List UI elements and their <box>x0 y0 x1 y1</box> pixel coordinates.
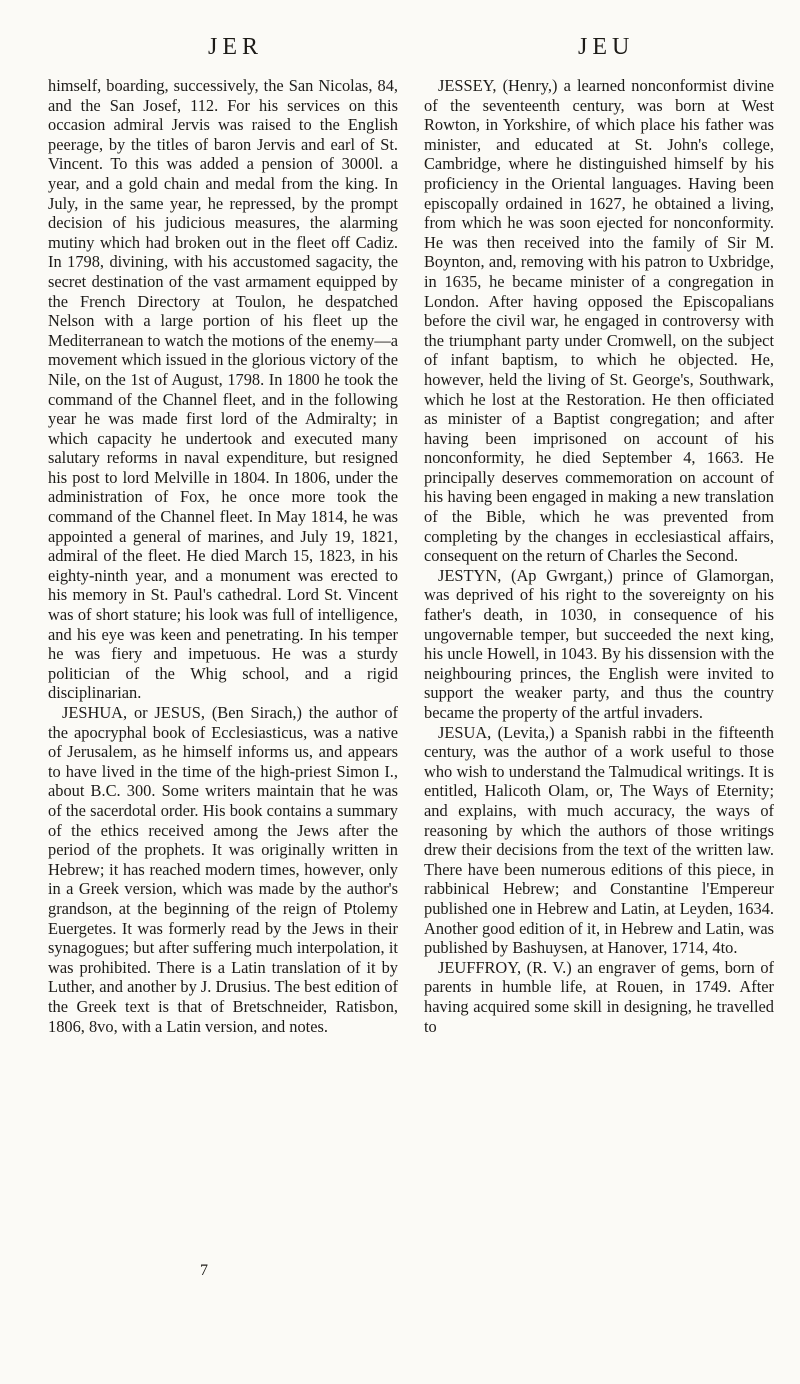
entry-jeshua: JESHUA, or JESUS, (Ben Sirach,) the author of the apocryphal book of Ecclesiasticus, was a native of Jerusalem, as he himself informs us, and appears to have lived in the time of the high-priest Simon I., about B.C. 300. Some writers maintain that he was of the sacerdotal order. His book contains a summary of the ethics received among the Jews after the period of the prophets. It was originally written in Hebrew; it has reached modern times, however, only in a Greek version, which was made by the author's grandson, at the beginning of the reign of Ptolemy Euergetes. It was formerly read by the Jews in their synagogues; but after suffering much interpolation, it was prohibited. There is a Latin translation of it by Luther, and another by J. Drusius. The best edition of the Greek text is that of Bretschneider, Ratisbon, 1806, 8vo, with a Latin version, and notes. <box>48 703 398 1036</box>
entry-jeuffroy: JEUFFROY, (R. V.) an engraver of gems, born of parents in humble life, at Rouen, in 1749. After having acquired some skill in designing, he travelled to <box>424 957 774 1036</box>
entry-jesua: JESUA, (Levita,) a Spanish rabbi in the fifteenth century, was the author of a work useful to those who wish to understand the Talmudical writings. It is entitled, Halicoth Olam, or, The Ways of Eternity; and explains, with much accuracy, the ways of reasoning by which the authors of those writings drew their decisions from the text of the written law. There have been numerous editions of this piece, in rabbinical Hebrew; and Constantine l'Empereur published one in Hebrew and Latin, at Leyden, 1634. Another good edition of it, in Hebrew and Latin, was published by Bashuysen, at Hanover, 1714, 4to. <box>424 722 774 958</box>
running-head-right: JEU <box>578 34 635 60</box>
entry-jessey: JESSEY, (Henry,) a learned nonconformist divine of the seventeenth century, was born at West Rowton, in Yorkshire, of which place his father was minister, and educated at St. John's college, Cambridge, where he distinguished himself by his proficiency in the Oriental languages. Having been episcopally ordained in 1627, he obtained a living, from which he was soon ejected for nonconformity. He was then received into the family of Sir M. Boynton, and, removing with his patron to Uxbridge, in 1635, he became minister of a congregation in London. After having opposed the Episcopalians before the civil war, he engaged in controversy with the triumphant party under Cromwell, on the subject of infant baptism, to which he objected. He, however, held the living of St. George's, Southwark, which he lost at the Restoration. He then officiated as minister of a Baptist congregation; and after having been imprisoned on account of his nonconformity, he died September 4, 1663. He principally deserves commemoration on account of his having been engaged in making a new translation of the Bible, which he was prevented from completing by the changes in ecclesiastical affairs, consequent on the return of Charles the Second. <box>424 76 774 566</box>
entry-jestyn: JESTYN, (Ap Gwrgant,) prince of Glamorgan, was deprived of his right to the sovereignty on his father's death, in 1030, in consequence of his ungovernable temper, but succeeded the next king, his uncle Howell, in 1043. By his dissension with the neighbouring princes, the English were invited to support the weaker party, and thus the country became the property of the artful invaders. <box>424 565 774 722</box>
text-column-left <box>48 76 398 1036</box>
running-head-left: JER <box>208 34 264 60</box>
paragraph-jervis-continued: himself, boarding, successively, the San Nicolas, 84, and the San Josef, 112. For his services on this occasion admiral Jervis was raised to the English peerage, by the titles of baron Jervis and earl of St. Vincent. To this was added a pension of 3000l. a year, and a gold chain and medal from the king. In July, in the same year, he repressed, by the prompt decision of his judicious measures, the alarming mutiny which had broken out in the fleet off Cadiz. In 1798, divining, with his accustomed sagacity, the secret destination of the vast armament equipped by the French Directory at Toulon, he despatched Nelson with a large portion of his fleet up the Mediterranean to watch the motions of the enemy—a movement which issued in the glorious victory of the Nile, on the 1st of August, 1798. In 1800 he took the command of the Channel fleet, and in the following year he was made first lord of the Admiralty; in which capacity he undertook and executed many salutary reforms in naval expenditure, but resigned his post to lord Melville in 1804. In 1806, under the administration of Fox, he once more took the command of the Channel fleet. In May 1814, he was appointed a general of marines, and July 19, 1821, admiral of the fleet. He died March 15, 1823, in his eighty-ninth year, and a monument was erected to his memory in St. Paul's cathedral. Lord St. Vincent was of short stature; his look was full of intelligence, and his eye was keen and penetrating. In his temper he was fiery and impetuous. He was a sturdy politician of the Whig school, and a rigid disciplinarian. <box>48 76 399 703</box>
text-column-right <box>424 76 774 1036</box>
page-number: 7 <box>200 1262 208 1279</box>
